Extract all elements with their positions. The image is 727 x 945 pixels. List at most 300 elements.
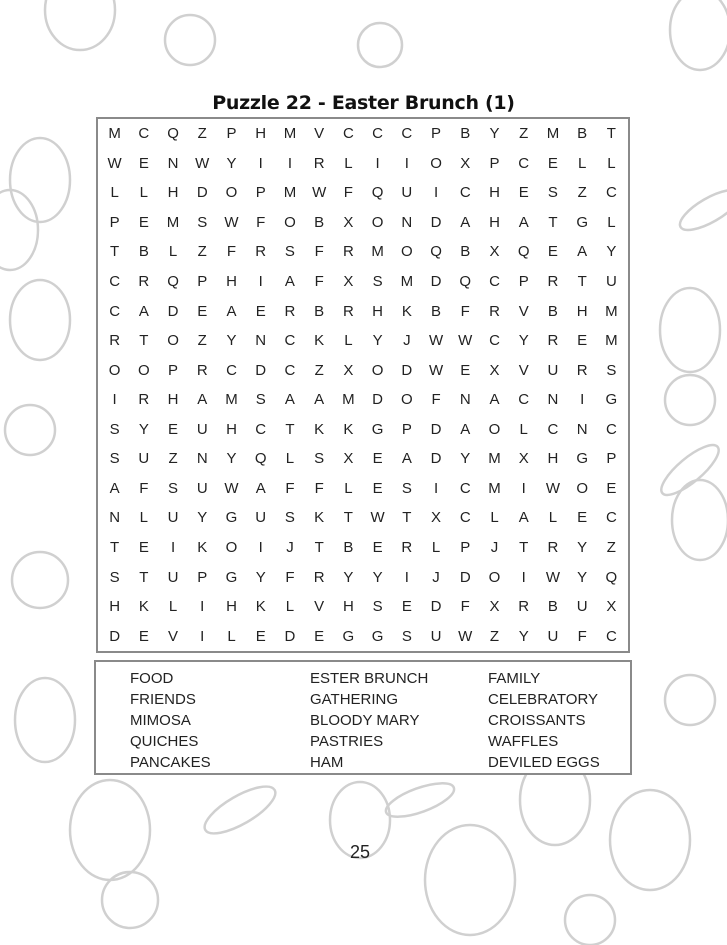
grid-cell[interactable]: G (225, 568, 238, 586)
grid-cell[interactable]: C (489, 273, 500, 291)
grid-cell[interactable]: H (489, 184, 500, 202)
grid-cell[interactable]: S (255, 391, 266, 409)
grid-cell[interactable]: L (607, 154, 616, 172)
grid-cell[interactable]: K (343, 420, 354, 438)
grid-cell[interactable]: M (283, 184, 297, 202)
grid-cell[interactable]: B (314, 302, 325, 320)
grid-cell[interactable]: L (607, 213, 616, 231)
grid-cell[interactable]: V (518, 302, 529, 320)
grid-cell[interactable]: K (255, 598, 266, 616)
grid-cell[interactable]: A (314, 391, 325, 409)
grid-cell[interactable]: M (371, 243, 384, 261)
grid-cell[interactable]: F (285, 568, 295, 586)
grid-cell[interactable]: X (489, 598, 500, 616)
grid-cell[interactable]: D (109, 627, 121, 645)
grid-cell[interactable]: I (433, 479, 439, 497)
grid-cell[interactable]: W (428, 361, 444, 379)
grid-cell[interactable]: T (577, 273, 587, 291)
grid-cell[interactable]: C (342, 125, 354, 143)
grid-cell[interactable]: W (312, 184, 327, 202)
grid-cell[interactable]: S (109, 420, 120, 438)
grid-cell[interactable]: U (167, 509, 179, 527)
grid-cell[interactable]: P (109, 213, 120, 231)
grid-cell[interactable]: C (109, 302, 121, 320)
grid-cell[interactable]: W (370, 509, 385, 527)
grid-cell[interactable]: Z (577, 184, 587, 202)
grid-cell[interactable]: R (489, 302, 500, 320)
grid-cell[interactable]: E (168, 420, 179, 438)
grid-cell[interactable]: I (521, 479, 526, 497)
grid-cell[interactable]: E (460, 361, 471, 379)
grid-cell[interactable]: R (576, 361, 588, 379)
grid-cell[interactable]: O (284, 213, 296, 231)
grid-cell[interactable]: Y (226, 450, 237, 468)
grid-cell[interactable]: C (255, 420, 267, 438)
grid-cell[interactable]: P (197, 568, 208, 586)
grid-cell[interactable]: O (400, 391, 413, 409)
grid-cell[interactable]: O (488, 568, 501, 586)
grid-cell[interactable]: I (433, 184, 439, 202)
grid-cell[interactable]: I (375, 154, 380, 172)
grid-cell[interactable]: M (605, 332, 618, 350)
grid-cell[interactable]: Y (372, 332, 383, 350)
grid-cell[interactable]: O (371, 213, 384, 231)
grid-cell[interactable]: D (430, 598, 442, 616)
grid-cell[interactable]: J (432, 568, 440, 586)
grid-cell[interactable]: Y (518, 627, 529, 645)
grid-cell[interactable]: Z (314, 361, 324, 379)
grid-cell[interactable]: C (489, 332, 500, 350)
grid-cell[interactable]: K (138, 598, 149, 616)
grid-cell[interactable]: S (401, 627, 412, 645)
grid-cell[interactable]: F (343, 184, 353, 202)
grid-cell[interactable]: R (313, 154, 325, 172)
grid-cell[interactable]: F (314, 273, 324, 291)
grid-cell[interactable]: X (431, 509, 442, 527)
grid-cell[interactable]: O (400, 243, 413, 261)
grid-cell[interactable]: W (195, 154, 210, 172)
grid-cell[interactable]: L (285, 450, 295, 468)
grid-cell[interactable]: L (285, 598, 295, 616)
grid-cell[interactable]: S (606, 361, 617, 379)
grid-cell[interactable]: H (576, 302, 588, 320)
grid-cell[interactable]: E (401, 598, 412, 616)
grid-cell[interactable]: U (430, 627, 442, 645)
grid-cell[interactable]: Q (167, 273, 179, 291)
grid-cell[interactable]: B (577, 125, 588, 143)
grid-cell[interactable]: X (489, 361, 500, 379)
grid-cell[interactable]: T (548, 213, 558, 231)
grid-cell[interactable]: E (547, 154, 558, 172)
grid-cell[interactable]: C (459, 184, 471, 202)
grid-cell[interactable]: C (459, 479, 471, 497)
grid-cell[interactable]: S (372, 273, 383, 291)
grid-cell[interactable]: G (576, 213, 588, 231)
grid-cell[interactable]: Q (371, 184, 384, 202)
grid-cell[interactable]: E (138, 154, 149, 172)
grid-cell[interactable]: W (107, 154, 122, 172)
grid-cell[interactable]: A (489, 391, 500, 409)
grid-cell[interactable]: D (372, 391, 384, 409)
grid-cell[interactable]: H (342, 598, 354, 616)
grid-cell[interactable]: E (577, 509, 588, 527)
grid-cell[interactable]: B (138, 243, 149, 261)
grid-cell[interactable]: Q (459, 273, 472, 291)
grid-cell[interactable]: I (112, 391, 117, 409)
grid-cell[interactable]: O (167, 332, 179, 350)
grid-cell[interactable]: E (372, 450, 383, 468)
grid-cell[interactable]: I (200, 598, 205, 616)
grid-cell[interactable]: K (197, 539, 208, 557)
grid-cell[interactable]: O (488, 420, 501, 438)
grid-cell[interactable]: S (401, 479, 412, 497)
grid-cell[interactable]: P (460, 539, 471, 557)
grid-cell[interactable]: D (255, 361, 267, 379)
grid-cell[interactable]: X (343, 273, 354, 291)
grid-cell[interactable]: Y (226, 154, 237, 172)
grid-cell[interactable]: O (225, 539, 238, 557)
grid-cell[interactable]: F (460, 598, 470, 616)
grid-cell[interactable]: Y (577, 568, 588, 586)
grid-cell[interactable]: E (138, 213, 149, 231)
grid-cell[interactable]: P (401, 420, 412, 438)
grid-cell[interactable]: M (283, 125, 297, 143)
grid-cell[interactable]: Z (168, 450, 178, 468)
grid-cell[interactable]: U (196, 420, 208, 438)
grid-cell[interactable]: W (224, 213, 239, 231)
grid-cell[interactable]: C (459, 509, 471, 527)
grid-cell[interactable]: G (225, 509, 238, 527)
grid-cell[interactable]: I (404, 154, 409, 172)
grid-cell[interactable]: R (313, 568, 325, 586)
grid-cell[interactable]: N (167, 154, 179, 172)
grid-cell[interactable]: K (314, 509, 325, 527)
grid-cell[interactable]: R (342, 243, 354, 261)
grid-cell[interactable]: O (430, 154, 442, 172)
grid-cell[interactable]: C (109, 273, 121, 291)
grid-cell[interactable]: A (255, 479, 266, 497)
grid-cell[interactable]: R (196, 361, 208, 379)
grid-cell[interactable]: S (168, 479, 179, 497)
grid-cell[interactable]: X (606, 598, 617, 616)
grid-cell[interactable]: J (286, 539, 294, 557)
grid-cell[interactable]: B (460, 125, 471, 143)
grid-cell[interactable]: L (168, 243, 178, 261)
grid-cell[interactable]: E (138, 627, 149, 645)
grid-cell[interactable]: X (460, 154, 471, 172)
grid-cell[interactable]: E (372, 479, 383, 497)
grid-cell[interactable]: Q (430, 243, 442, 261)
grid-cell[interactable]: L (227, 627, 236, 645)
grid-cell[interactable]: O (137, 361, 150, 379)
grid-cell[interactable]: W (458, 627, 473, 645)
grid-cell[interactable]: B (547, 598, 558, 616)
grid-cell[interactable]: L (577, 154, 587, 172)
grid-cell[interactable]: F (577, 627, 587, 645)
grid-cell[interactable]: Z (197, 243, 207, 261)
grid-cell[interactable]: Y (372, 568, 383, 586)
grid-cell[interactable]: C (518, 391, 530, 409)
grid-cell[interactable]: C (518, 154, 530, 172)
grid-cell[interactable]: S (109, 450, 120, 468)
grid-cell[interactable]: L (139, 184, 148, 202)
grid-cell[interactable]: E (372, 539, 383, 557)
grid-cell[interactable]: I (404, 568, 409, 586)
grid-cell[interactable]: I (258, 154, 263, 172)
grid-cell[interactable]: I (170, 539, 176, 557)
grid-cell[interactable]: M (546, 125, 560, 143)
grid-cell[interactable]: L (431, 539, 441, 557)
grid-cell[interactable]: U (401, 184, 413, 202)
grid-cell[interactable]: S (372, 598, 383, 616)
grid-cell[interactable]: H (489, 213, 500, 231)
grid-cell[interactable]: A (284, 273, 295, 291)
grid-cell[interactable]: O (225, 184, 238, 202)
grid-cell[interactable]: F (285, 479, 295, 497)
grid-cell[interactable]: D (459, 568, 471, 586)
grid-cell[interactable]: X (489, 243, 500, 261)
grid-cell[interactable]: Z (489, 627, 500, 645)
grid-cell[interactable]: L (168, 598, 178, 616)
grid-cell[interactable]: N (547, 391, 559, 409)
grid-cell[interactable]: H (547, 450, 559, 468)
grid-cell[interactable]: H (226, 598, 237, 616)
grid-cell[interactable]: C (284, 332, 296, 350)
grid-cell[interactable]: H (255, 125, 267, 143)
grid-cell[interactable]: B (314, 213, 325, 231)
grid-cell[interactable]: V (314, 598, 325, 616)
grid-cell[interactable]: Z (519, 125, 529, 143)
grid-cell[interactable]: Y (138, 420, 149, 438)
grid-cell[interactable]: R (138, 391, 150, 409)
grid-cell[interactable]: R (138, 273, 150, 291)
grid-cell[interactable]: Q (254, 450, 267, 468)
grid-cell[interactable]: D (430, 420, 442, 438)
grid-cell[interactable]: I (258, 539, 263, 557)
grid-cell[interactable]: G (371, 420, 384, 438)
grid-cell[interactable]: R (284, 302, 296, 320)
grid-cell[interactable]: Y (460, 450, 471, 468)
grid-cell[interactable]: C (401, 125, 413, 143)
grid-cell[interactable]: S (197, 213, 208, 231)
grid-cell[interactable]: I (580, 391, 585, 409)
grid-cell[interactable]: Q (167, 125, 179, 143)
grid-cell[interactable]: O (108, 361, 121, 379)
grid-cell[interactable]: A (284, 391, 295, 409)
grid-cell[interactable]: A (577, 243, 588, 261)
grid-cell[interactable]: C (605, 509, 617, 527)
grid-cell[interactable]: D (430, 213, 442, 231)
grid-cell[interactable]: N (459, 391, 471, 409)
grid-cell[interactable]: R (255, 243, 267, 261)
grid-cell[interactable]: U (576, 598, 588, 616)
grid-cell[interactable]: U (255, 509, 267, 527)
grid-cell[interactable]: C (284, 361, 296, 379)
grid-cell[interactable]: L (110, 184, 119, 202)
grid-cell[interactable]: H (167, 391, 179, 409)
grid-cell[interactable]: G (605, 391, 618, 409)
grid-cell[interactable]: V (168, 627, 179, 645)
grid-cell[interactable]: C (547, 420, 559, 438)
grid-cell[interactable]: L (519, 420, 528, 438)
grid-cell[interactable]: M (342, 391, 355, 409)
grid-cell[interactable]: A (460, 420, 471, 438)
grid-cell[interactable]: Q (517, 243, 530, 261)
grid-cell[interactable]: T (285, 420, 295, 438)
grid-cell[interactable]: E (547, 243, 558, 261)
grid-cell[interactable]: Z (606, 539, 616, 557)
word-search-grid[interactable] (96, 117, 630, 653)
grid-cell[interactable]: H (109, 598, 121, 616)
grid-cell[interactable]: F (460, 302, 470, 320)
grid-cell[interactable]: X (343, 450, 354, 468)
grid-cell[interactable]: H (226, 420, 237, 438)
grid-cell[interactable]: M (400, 273, 414, 291)
grid-cell[interactable]: D (430, 273, 442, 291)
grid-cell[interactable]: I (521, 568, 526, 586)
grid-cell[interactable]: Q (605, 568, 618, 586)
grid-cell[interactable]: N (576, 420, 588, 438)
grid-cell[interactable]: R (401, 539, 413, 557)
grid-cell[interactable]: Y (197, 509, 208, 527)
grid-cell[interactable]: W (428, 332, 444, 350)
grid-cell[interactable]: E (255, 627, 266, 645)
grid-cell[interactable]: D (284, 627, 296, 645)
grid-cell[interactable]: S (547, 184, 558, 202)
grid-cell[interactable]: D (401, 361, 413, 379)
grid-cell[interactable]: N (109, 509, 121, 527)
grid-cell[interactable]: T (139, 568, 149, 586)
grid-cell[interactable]: T (402, 509, 412, 527)
grid-cell[interactable]: L (139, 509, 148, 527)
grid-cell[interactable]: T (343, 509, 353, 527)
grid-cell[interactable]: S (314, 450, 325, 468)
grid-cell[interactable]: Y (606, 243, 617, 261)
grid-cell[interactable]: C (605, 627, 617, 645)
grid-cell[interactable]: C (138, 125, 150, 143)
grid-cell[interactable]: R (518, 598, 530, 616)
grid-cell[interactable]: A (226, 302, 237, 320)
grid-cell[interactable]: S (284, 243, 295, 261)
grid-cell[interactable]: B (460, 243, 471, 261)
grid-cell[interactable]: M (488, 479, 501, 497)
grid-cell[interactable]: P (431, 125, 442, 143)
grid-cell[interactable]: E (518, 184, 529, 202)
grid-cell[interactable]: C (372, 125, 384, 143)
grid-cell[interactable]: Y (226, 332, 237, 350)
grid-cell[interactable]: Z (197, 125, 207, 143)
grid-cell[interactable]: R (342, 302, 354, 320)
grid-cell[interactable]: W (545, 479, 561, 497)
grid-cell[interactable]: D (430, 450, 442, 468)
grid-cell[interactable]: Y (518, 332, 529, 350)
grid-cell[interactable]: G (371, 627, 384, 645)
grid-cell[interactable]: L (490, 509, 499, 527)
grid-cell[interactable]: N (196, 450, 208, 468)
grid-cell[interactable]: X (518, 450, 529, 468)
grid-cell[interactable]: P (255, 184, 266, 202)
grid-cell[interactable]: B (343, 539, 354, 557)
grid-cell[interactable]: A (401, 450, 412, 468)
grid-cell[interactable]: D (196, 184, 208, 202)
grid-cell[interactable]: A (109, 479, 120, 497)
grid-cell[interactable]: M (605, 302, 618, 320)
grid-cell[interactable]: Z (197, 332, 207, 350)
grid-cell[interactable]: Y (255, 568, 266, 586)
grid-cell[interactable]: I (200, 627, 205, 645)
grid-cell[interactable]: R (547, 332, 559, 350)
grid-cell[interactable]: A (460, 213, 471, 231)
grid-cell[interactable]: E (255, 302, 266, 320)
grid-cell[interactable]: P (489, 154, 500, 172)
grid-cell[interactable]: O (576, 479, 588, 497)
grid-cell[interactable]: U (605, 273, 617, 291)
grid-cell[interactable]: L (344, 332, 353, 350)
grid-cell[interactable]: Y (489, 125, 500, 143)
grid-cell[interactable]: I (287, 154, 293, 172)
grid-cell[interactable]: A (518, 213, 529, 231)
grid-cell[interactable]: C (605, 184, 617, 202)
grid-cell[interactable]: R (109, 332, 121, 350)
grid-cell[interactable]: B (547, 302, 558, 320)
grid-cell[interactable]: P (606, 450, 617, 468)
grid-cell[interactable]: T (139, 332, 149, 350)
grid-cell[interactable]: F (226, 243, 237, 261)
grid-cell[interactable]: E (577, 332, 588, 350)
grid-cell[interactable]: A (138, 302, 149, 320)
grid-cell[interactable]: I (258, 273, 263, 291)
grid-cell[interactable]: E (197, 302, 208, 320)
grid-cell[interactable]: G (342, 627, 355, 645)
grid-cell[interactable]: L (344, 154, 353, 172)
grid-cell[interactable]: G (576, 450, 588, 468)
grid-cell[interactable]: C (605, 420, 617, 438)
grid-cell[interactable]: R (547, 539, 559, 557)
grid-cell[interactable]: F (256, 213, 266, 231)
grid-cell[interactable]: K (314, 332, 325, 350)
grid-cell[interactable]: E (314, 627, 325, 645)
grid-cell[interactable]: J (490, 539, 499, 557)
grid-cell[interactable]: Y (343, 568, 354, 586)
grid-cell[interactable]: M (225, 391, 238, 409)
grid-cell[interactable]: S (284, 509, 295, 527)
grid-cell[interactable]: U (196, 479, 208, 497)
grid-cell[interactable]: F (431, 391, 441, 409)
grid-cell[interactable]: F (139, 479, 149, 497)
grid-cell[interactable]: W (458, 332, 473, 350)
grid-cell[interactable]: X (343, 213, 354, 231)
grid-cell[interactable]: P (197, 273, 208, 291)
grid-cell[interactable]: U (547, 361, 559, 379)
grid-cell[interactable]: T (110, 539, 120, 557)
grid-cell[interactable]: J (403, 332, 411, 350)
grid-cell[interactable]: B (431, 302, 442, 320)
grid-cell[interactable]: T (519, 539, 529, 557)
grid-cell[interactable]: A (197, 391, 208, 409)
grid-cell[interactable]: W (545, 568, 561, 586)
grid-cell[interactable]: X (343, 361, 354, 379)
grid-cell[interactable]: M (166, 213, 180, 231)
grid-cell[interactable]: F (314, 243, 324, 261)
grid-cell[interactable]: T (606, 125, 616, 143)
grid-cell[interactable]: T (314, 539, 324, 557)
grid-cell[interactable]: L (344, 479, 353, 497)
grid-cell[interactable]: L (548, 509, 558, 527)
grid-cell[interactable]: R (547, 273, 559, 291)
grid-cell[interactable]: A (518, 509, 529, 527)
grid-cell[interactable]: H (226, 273, 237, 291)
grid-cell[interactable]: V (314, 125, 325, 143)
